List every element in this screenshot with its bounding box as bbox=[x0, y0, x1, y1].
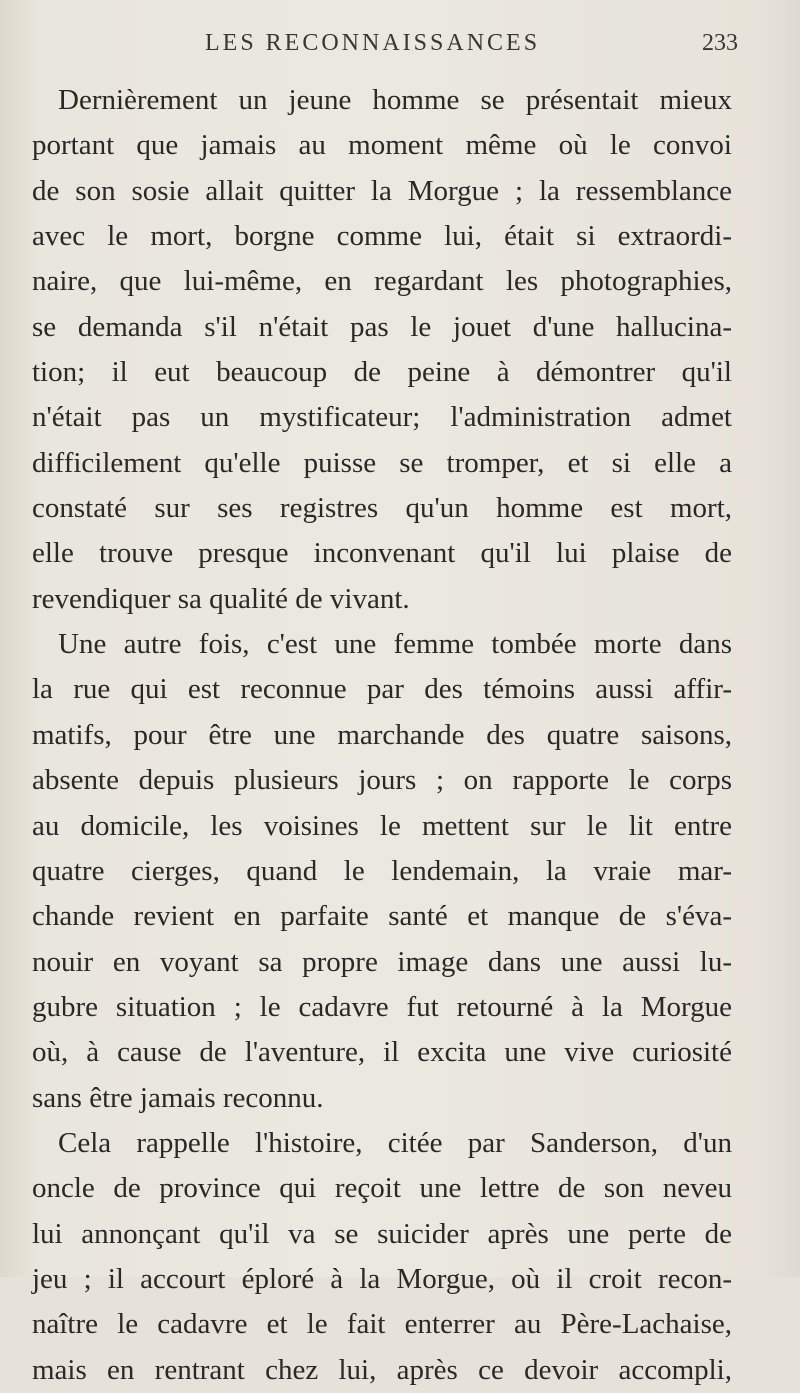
text-line: où, à cause de l'aventure, il excita une vive curiosité bbox=[32, 1036, 732, 1069]
text-line: lui annonçant qu'il va se suicider après une perte de bbox=[32, 1217, 732, 1250]
text-line: jeu ; il accourt éploré à la Morgue, où il croit recon- bbox=[32, 1262, 732, 1295]
text-line: oncle de province qui reçoit une lettre de son neveu bbox=[32, 1172, 732, 1205]
running-title: LES RECONNAISSANCES bbox=[205, 30, 541, 56]
page-number: 233 bbox=[702, 30, 738, 56]
text-line: au domicile, les voisines le mettent sur le lit entre bbox=[32, 809, 732, 842]
body-text bbox=[32, 78, 732, 1393]
text-line: Cela rappelle l'histoire, citée par Sanderson, d'un bbox=[58, 1126, 732, 1159]
text-line: sans être jamais reconnu. bbox=[32, 1081, 324, 1114]
text-line: tion; il eut beaucoup de peine à démontrer qu'il bbox=[32, 356, 732, 389]
text-line: gubre situation ; le cadavre fut retourné à la Morgue bbox=[32, 990, 732, 1023]
text-line: Une autre fois, c'est une femme tombée morte dans bbox=[58, 628, 732, 661]
text-line: mais en rentrant chez lui, après ce devoir accompli, bbox=[32, 1353, 732, 1386]
text-line: difficilement qu'elle puisse se tromper, et si elle a bbox=[32, 446, 732, 479]
text-line: Dernièrement un jeune homme se présentait mieux bbox=[58, 84, 732, 116]
text-line: naître le cadavre et le fait enterrer au Père-Lachaise, bbox=[32, 1308, 732, 1341]
text-line: la rue qui est reconnue par des témoins aussi affir- bbox=[32, 673, 732, 706]
text-line: se demanda s'il n'était pas le jouet d'une hallucina- bbox=[32, 310, 732, 343]
text-line: revendiquer sa qualité de vivant. bbox=[32, 582, 410, 615]
text-line: naire, que lui-même, en regardant les photographies, bbox=[32, 265, 732, 298]
text-line: constaté sur ses registres qu'un homme est mort, bbox=[32, 492, 732, 525]
text-line: elle trouve presque inconvenant qu'il lui plaise de bbox=[32, 537, 732, 570]
text-line: quatre cierges, quand le lendemain, la vraie mar- bbox=[32, 854, 732, 887]
page-header bbox=[0, 30, 800, 64]
text-line: n'était pas un mystificateur; l'administration admet bbox=[32, 401, 732, 434]
text-line: absente depuis plusieurs jours ; on rapporte le corps bbox=[32, 764, 732, 797]
text-line: chande revient en parfaite santé et manque de s'éva- bbox=[32, 900, 732, 933]
text-line: de son sosie allait quitter la Morgue ; la ressemblance bbox=[32, 174, 732, 207]
text-line: nouir en voyant sa propre image dans une aussi lu- bbox=[32, 945, 732, 978]
text-line: matifs, pour être une marchande des quatre saisons, bbox=[32, 718, 732, 751]
text-line: portant que jamais au moment même où le convoi bbox=[32, 129, 732, 162]
text-line: avec le mort, borgne comme lui, était si extraordi- bbox=[32, 220, 732, 253]
